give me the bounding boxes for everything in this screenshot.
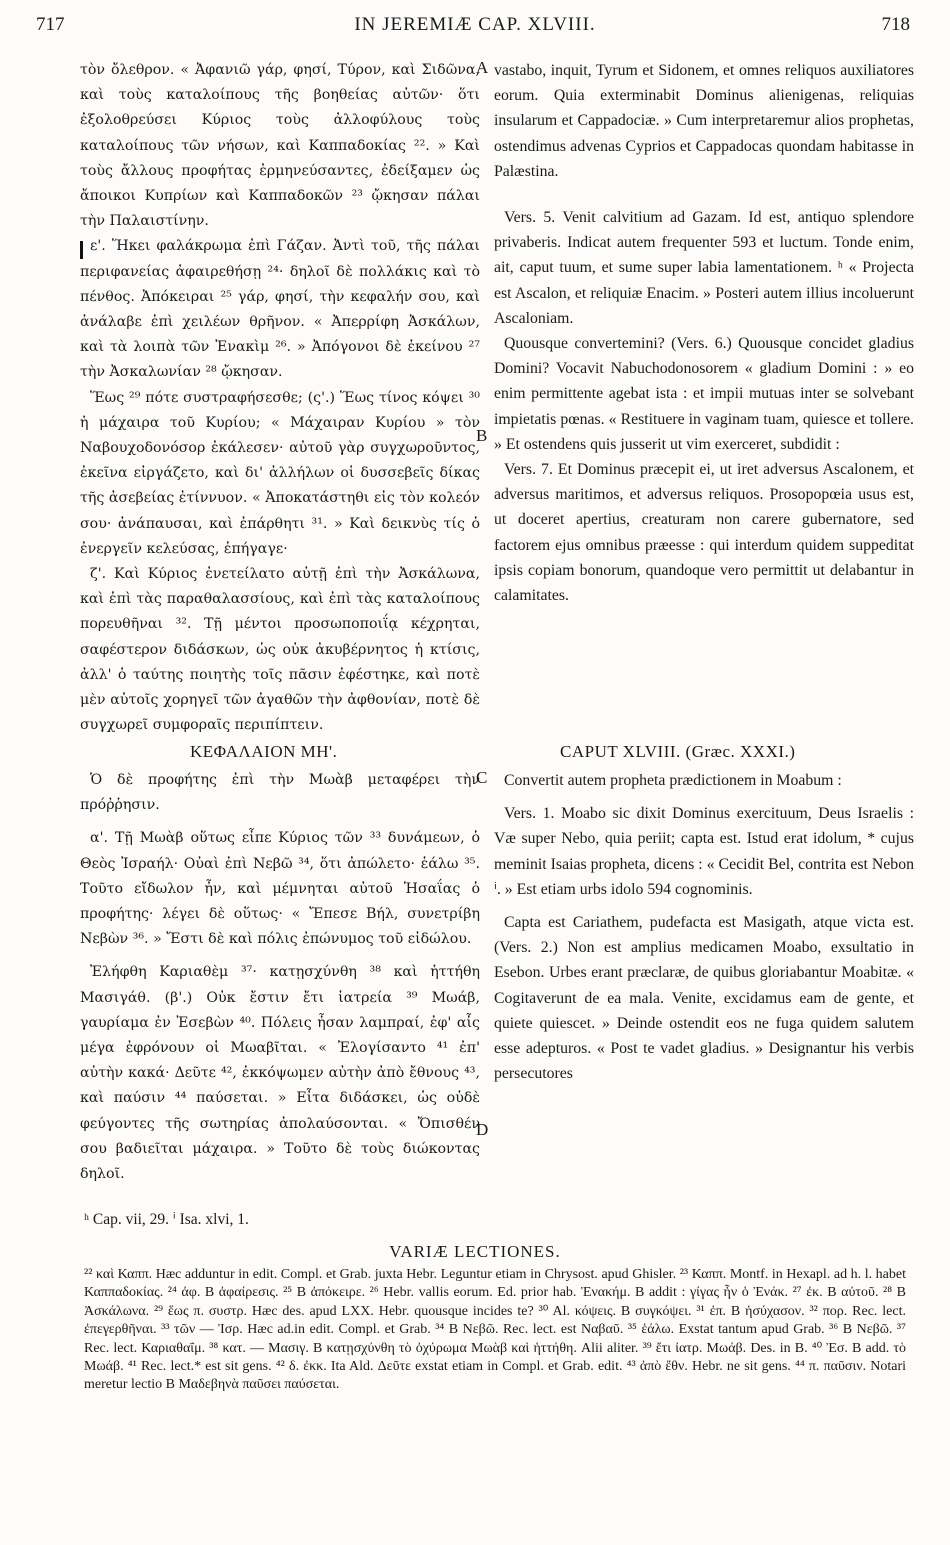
greek-paragraph-v6: Ἕως ²⁹ πότε συστραφήσεσθε; (ς'.) Ἕως τίνος κόψει ³⁰ ἡ μάχαιρα τοῦ Κυρίου; « Μάχαιραν Κυρίου » τὸν Ναβουχοδονόσορ ἐκάλεσεν· αὐτοῦ γὰρ συγχωροῦντος, ἐκεῖνα εἰργάζετο, καὶ δι' ἀλλήλων οἱ δυσσεβεῖς δίκας τῆς ἀσεβείας ἐτίννυον. « Ἀποκατάστηθι εἰς τὸν κολεόν σου· ἀνάπαυσαι, καὶ ἐπάρθητι ³¹. » Καὶ δεικνὺς τίς ὁ ἐνεργεῖν κελεύσας, ἐπήγαγε·: [80, 389, 480, 557]
greek-chapter-intro: Ὁ δὲ προφήτης ἐπὶ τὴν Μωὰβ μεταφέρει τὴν πρόῤῥησιν.: [80, 772, 480, 814]
greek-paragraph: τὸν ὄλεθρον. « Ἀφανιῶ γάρ, φησί, Τύρον, καὶ Σιδῶνα, καὶ τοὺς καταλοίπους τῆς βοηθείας αὐτῶν· ὅτι ἐξολοθρεύσει Κύριος τοὺς ἀλλοφύλους τοὺς καταλοίπους τῶν νήσων, καὶ Καππαδοκίας ²². » Καὶ τοὺς ἄλλους προφήτας ἑρμηνεύσαντες, ἐδείξαμεν ὡς ἄποικοι Κυπρίων καὶ Καππαδοκῶν ²³ ᾤκησαν πάλαι τὴν Παλαιστίνην.: [80, 62, 480, 230]
greek-column-chapter: [80, 768, 480, 1187]
latin-chapter-intro: Convertit autem propheta prædictionem in Moabum :: [504, 772, 842, 789]
margin-mark-b: B: [476, 426, 488, 445]
footnotes: ʰ Cap. vii, 29. ⁱ Isa. xlvi, 1.: [84, 1211, 249, 1228]
variae-lectiones-title: VARIÆ LECTIONES.: [389, 1242, 561, 1261]
chapter-heading-latin: CAPUT XLVIII. (Græc. XXXI.): [560, 742, 796, 761]
page-number-right: 718: [881, 14, 910, 35]
running-header: [0, 0, 950, 40]
latin-paragraph-v7: Vers. 7. Et Dominus præcepit ei, ut iret adversus Ascalonem, et adversus maritimos, et adversus reliquos. Prosopopœia usus est, ut doceret apertius, creaturam non carere gubernatore, sed factorem ejus omnibus præesse : qui interdum quidem suppeditat ipsis copiam bonorum, quandoque vero permittit ut delabantur in calamitates.: [494, 461, 914, 605]
latin-column-chapter: [494, 768, 914, 1086]
chapter-heading-greek: ΚΕΦΑΛΑΙΟΝ ΜΗ'.: [190, 742, 338, 761]
margin-mark-d: D: [476, 1120, 489, 1139]
latin-chapter-v2: Capta est Cariathem, pudefacta est Masigath, atque victa est. (Vers. 2.) Non est amplius medicamen Moabo, exsultatio in Esebon. Urbes erant præclaræ, de quibus gloriabantur Moabitæ. « Cogitaverunt de ea mala. Venite, excidamus eam de gente, et quiete quiescet. » Deinde ostendit eos ne fuga quidem salutem esse adepturos. « Post te vadet gladius. » Designantur his verbis persecutores: [494, 914, 914, 1083]
greek-chapter-v1: α'. Τῇ Μωὰβ οὕτως εἶπε Κύριος τῶν ³³ δυνάμεων, ὁ Θεὸς Ἰσραήλ· Οὐαὶ ἐπὶ Νεβῶ ³⁴, ὅτι ἀπώλετο· ἑάλω ³⁵. Τοῦτο εἴδωλον ἦν, καὶ μέμνηται αὐτοῦ Ἡσαΐας ὁ προφήτης· λέγει δὲ οὕτως· « Ἔπεσε Βήλ, συνετρίβη Νεβὼν ³⁶. » Ἔστι δὲ καὶ πόλις ἐπώνυμος τοῦ εἰδώλου.: [80, 830, 480, 948]
running-head: IN JEREMIÆ CAP. XLVIII.: [354, 14, 596, 35]
greek-paragraph-v7: ζ'. Καὶ Κύριος ἐνετείλατο αὐτῇ ἐπὶ τὴν Ἀσκάλωνα, καὶ ἐπὶ τὰς παραθαλασσίους, καὶ ἐπὶ τὰς καταλοίπους πορευθῆναι ³². Τῇ μέντοι προσωποποιΐᾳ κέχρηται, σαφέστερον διδάσκων, ὡς οὐκ ἀκυβέρνητος ἡ κτίσις, ἀλλ' ὁ ταύτης ποιητὴς τοῖς πᾶσιν ἐφέστηκε, καὶ ποτὲ μὲν αὐτοῖς χορηγεῖ τῶν ἀγαθῶν τὴν ἀφθονίαν, ποτὲ δὲ συγχωρεῖ συμφοραῖς περιπίπτειν.: [80, 566, 480, 734]
page-number-left: 717: [36, 14, 65, 35]
latin-paragraph-v5: Vers. 5. Venit calvitium ad Gazam. Id est, antiquo splendore privaberis. Indicat autem frequenter 593 et luctum. Tonde enim, ait, caput tuum, et sume super labia lamentationem. ʰ « Projecta est Ascalon, et reliquiæ Enacim. » Posteri autem illius incoluerunt Ascaloniam.: [494, 209, 914, 327]
latin-chapter-v1: Vers. 1. Moabo sic dixit Dominus exercituum, Deus Israelis : Væ super Nebo, quia periit; capta est. Istud erat idolum, * cujus meminit Isaias propheta, dicens : « Cecidit Bel, contrita est Nebon ⁱ. » Est etiam urbs idolo 594 cognominis.: [494, 805, 914, 898]
margin-mark-c: C: [476, 768, 488, 787]
margin-mark-a: A: [476, 58, 489, 77]
latin-paragraph: vastabo, inquit, Tyrum et Sidonem, et omnes reliquos auxiliatores eorum. Quia exterminabit Dominus alienigenas, reliquias insularum et Cappadociæ. » Cum interpretaremur alios prophetas, ostendimus advenas Cyprios et Cappadocas quondam habitasse in Palæstina.: [494, 62, 914, 180]
greek-chapter-v2: Ἐλήφθη Καριαθὲμ ³⁷· κατῃσχύνθη ³⁸ καὶ ἡττήθη Μασιγάθ. (β'.) Οὐκ ἔστιν ἔτι ἰατρεία ³⁹ Μωάβ, γαυρίαμα ἐν Ἐσεβὼν ⁴⁰. Πόλεις ἦσαν λαμπραί, ἐφ' αἷς μέγα ἐφρόνουν οἱ Μωαβῖται. « Ἐλογίσαντο ⁴¹ ἐπ' αὐτὴν κακά· Δεῦτε ⁴², ἐκκόψωμεν αὐτὴν ἀπὸ ἔθνους ⁴³, καὶ παύσιν ⁴⁴ παύσεται. » Εἶτα διδάσκει, ὡς οὐδὲ φεύγοντες τῆς σωτηρίας ἀπολαύσονται. « Ὄπισθέν σου βαδιεῖται μάχαιρα. » Τοῦτο δὲ τοὺς διώκοντας δηλοῖ.: [80, 964, 480, 1183]
variae-lectiones-text: ²² καὶ Καππ. Hæc adduntur in edit. Compl. et Grab. juxta Hebr. Leguntur etiam in Chrysost. apud Ghisler. ²³ Καππ. Montf. in Hexapl. ad h. l. habet Καππαδοκίας. ²⁴ ἀφ. B ἀφαίρεσις. ²⁵ B ἀπόκειρε. ²⁶ Hebr. vallis eorum. Ed. prior hab. Ἐνακήμ. B addit : γίγας ἦν ὁ Ἐνάκ. ²⁷ ἐκ. B αὐτοῦ. ²⁸ B Ἀσκάλωνα. ²⁹ ἕως π. συστρ. Hæc des. apud LXX. Hebr. quousque incides te? ³⁰ Al. κόψεις. B συγκόψει. ³¹ ἐπ. B ἡσύχασον. ³² πορ. Rec. lect. ἐπεγερθῆναι. ³³ τῶν — Ἰσρ. Hæc ad.in edit. Compl. et Grab. ³⁴ B Νεβῶ. Rec. lect. est Ναβαῦ. ³⁵ ἑάλω. Exstat tantum apud Grab. ³⁶ B Νεβῶ. ³⁷ Rec. lect. Καριαθαΐμ. ³⁸ κατ. — Μασιγ. B κατῃσχύνθη τὸ ὀχύρωμα Μωὰβ καὶ ἡττήθη. Alii aliter. ³⁹ ἔτι ἰατρ. Μωάβ. Des. in B. ⁴⁰ Ἐσ. B add. τὸ Μωάβ. ⁴¹ Rec. lect.* est sit gens. ⁴² δ. ἐκκ. Ita Ald. Δεῦτε exstat etiam in Compl. et Grab. edit. ⁴³ ἀπὸ ἔθν. Hebr. ne sit gens. ⁴⁴ π. παῦσιν. Notari meretur lectio B Μαδεβηνὰ παῦσει παύσεται.: [84, 1267, 906, 1393]
latin-column-top: [494, 58, 914, 608]
greek-column-top: [80, 58, 480, 738]
greek-paragraph-v5: ε'. Ἥκει φαλάκρωμα ἐπὶ Γάζαν. Ἀντὶ τοῦ, τῆς πάλαι περιφανείας ἀφαιρεθήσῃ ²⁴· δηλοῖ δὲ πολλάκις καὶ τὸ πένθος. Ἀπόκειραι ²⁵ γάρ, φησί, τὴν κεφαλήν σου, καὶ ἀνάλαβε ἐπὶ χειλέων θρῆνον. « Ἀπερρίφη Ἀσκάλων, καὶ τὰ λοιπὰ τῶν Ἐνακὶμ ²⁶. » Ἀπόγονοι δὲ ἐκείνου ²⁷ τὴν Ἀσκαλωνίαν ²⁸ ᾤκησαν.: [80, 238, 480, 381]
latin-paragraph-v6: Quousque convertemini? (Vers. 6.) Quousque concidet gladius Domini? Vocavit Nabuchodonosorem « gladium Domini : » eo enim permittente agebat ista : et impii mutuas inter se solvebant impietatis pœnas. « Restituere in vaginam tuam, quiesce et tollere. » Et ostendens quis jusserit ut vim exerceret, subdidit :: [494, 335, 914, 453]
